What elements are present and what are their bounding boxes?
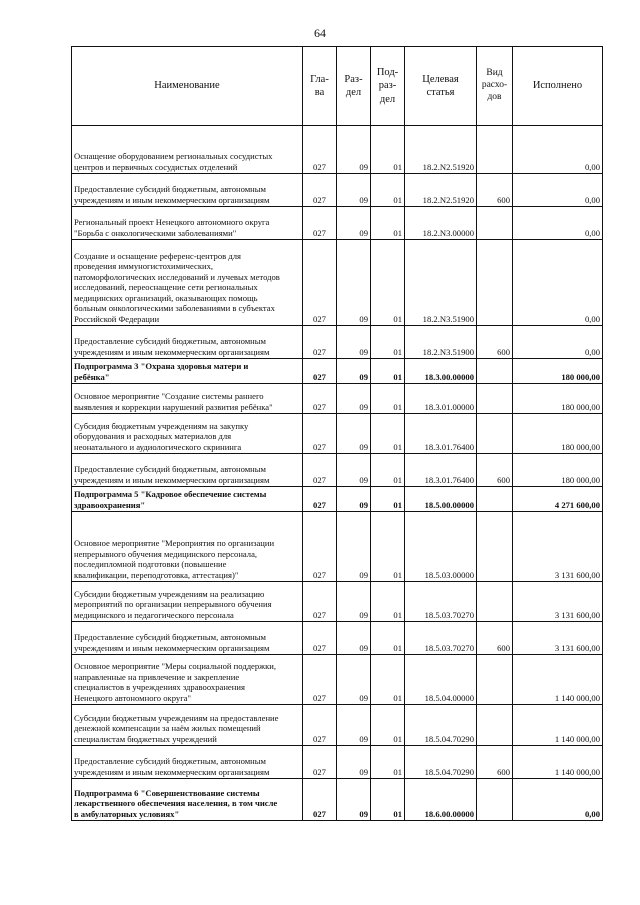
cell-razdel: 09	[337, 384, 371, 414]
cell-done: 4 271 600,00	[513, 487, 603, 512]
header-name: Наименование	[72, 47, 303, 126]
cell-name: Предоставление субсидий бюджетным, автономным учреждениям и иным некоммерческим организациям	[72, 622, 303, 655]
cell-podrazdel: 01	[371, 622, 405, 655]
header-row	[72, 47, 603, 126]
cell-glava: 027	[303, 655, 337, 705]
cell-name: Субсидии бюджетным учреждениям на реализацию мероприятий по организации непрерывного обучения медицинского и педагогического персонала	[72, 582, 303, 622]
cell-target: 18.5.04.70290	[405, 746, 477, 779]
cell-glava: 027	[303, 359, 337, 384]
cell-vid: 600	[477, 746, 513, 779]
cell-razdel: 09	[337, 746, 371, 779]
cell-name: Подпрограмма 6 "Совершенствование системы лекарственного обеспечения населения, в том числе в амбулаторных условиях"	[72, 779, 303, 821]
cell-done: 1 140 000,00	[513, 705, 603, 746]
cell-podrazdel: 01	[371, 487, 405, 512]
cell-done: 0,00	[513, 207, 603, 240]
cell-vid: 600	[477, 622, 513, 655]
cell-glava: 027	[303, 582, 337, 622]
table-row	[72, 454, 603, 487]
cell-glava: 027	[303, 746, 337, 779]
table-row	[72, 359, 603, 384]
cell-done: 0,00	[513, 174, 603, 207]
cell-glava: 027	[303, 240, 337, 326]
cell-glava: 027	[303, 705, 337, 746]
cell-name: Оснащение оборудованием региональных сосудистых центров и первичных сосудистых отделений	[72, 126, 303, 174]
cell-name: Основное мероприятие "Меры социальной поддержки, направленные на привлечение и закрепление специалистов в учреждениях здравоохранения Ненецкого автономного округа"	[72, 655, 303, 705]
table-row	[72, 487, 603, 512]
cell-target: 18.5.00.00000	[405, 487, 477, 512]
cell-podrazdel: 01	[371, 746, 405, 779]
cell-glava: 027	[303, 779, 337, 821]
cell-done: 0,00	[513, 779, 603, 821]
cell-target: 18.5.03.70270	[405, 622, 477, 655]
cell-target: 18.5.04.00000	[405, 655, 477, 705]
cell-target: 18.5.03.70270	[405, 582, 477, 622]
cell-vid: 600	[477, 454, 513, 487]
cell-razdel: 09	[337, 582, 371, 622]
cell-glava: 027	[303, 414, 337, 454]
cell-target: 18.2.N3.51900	[405, 240, 477, 326]
cell-podrazdel: 01	[371, 326, 405, 359]
cell-podrazdel: 01	[371, 384, 405, 414]
cell-vid	[477, 487, 513, 512]
cell-podrazdel: 01	[371, 454, 405, 487]
header-razdel: Раз- дел	[337, 47, 371, 126]
cell-vid: 600	[477, 174, 513, 207]
cell-razdel: 09	[337, 705, 371, 746]
cell-razdel: 09	[337, 326, 371, 359]
table-row	[72, 705, 603, 746]
cell-podrazdel: 01	[371, 655, 405, 705]
cell-name: Региональный проект Ненецкого автономного округа "Борьба с онкологическими заболеваниями"	[72, 207, 303, 240]
cell-target: 18.3.01.76400	[405, 454, 477, 487]
table-row	[72, 622, 603, 655]
cell-target: 18.2.N2.51920	[405, 126, 477, 174]
cell-target: 18.2.N3.51900	[405, 326, 477, 359]
cell-razdel: 09	[337, 359, 371, 384]
table-row	[72, 126, 603, 174]
cell-podrazdel: 01	[371, 779, 405, 821]
cell-vid	[477, 240, 513, 326]
header-vid: Вид расхо- дов	[477, 47, 513, 126]
cell-podrazdel: 01	[371, 207, 405, 240]
cell-vid: 600	[477, 326, 513, 359]
cell-podrazdel: 01	[371, 126, 405, 174]
cell-podrazdel: 01	[371, 174, 405, 207]
budget-table	[71, 46, 603, 821]
cell-glava: 027	[303, 622, 337, 655]
cell-done: 0,00	[513, 126, 603, 174]
cell-target: 18.3.01.00000	[405, 384, 477, 414]
cell-razdel: 09	[337, 512, 371, 582]
cell-razdel: 09	[337, 454, 371, 487]
cell-target: 18.2.N2.51920	[405, 174, 477, 207]
cell-done: 3 131 600,00	[513, 582, 603, 622]
cell-name: Основное мероприятие "Создание системы раннего выявления и коррекции нарушений развития ребёнка"	[72, 384, 303, 414]
header-podrazdel: Под- раз- дел	[371, 47, 405, 126]
cell-target: 18.5.03.00000	[405, 512, 477, 582]
cell-done: 180 000,00	[513, 414, 603, 454]
cell-target: 18.5.04.70290	[405, 705, 477, 746]
cell-razdel: 09	[337, 622, 371, 655]
table-row	[72, 414, 603, 454]
table-row	[72, 207, 603, 240]
cell-razdel: 09	[337, 655, 371, 705]
cell-done: 1 140 000,00	[513, 746, 603, 779]
cell-glava: 027	[303, 126, 337, 174]
cell-podrazdel: 01	[371, 705, 405, 746]
cell-done: 1 140 000,00	[513, 655, 603, 705]
cell-razdel: 09	[337, 414, 371, 454]
cell-target: 18.3.00.00000	[405, 359, 477, 384]
cell-done: 3 131 600,00	[513, 622, 603, 655]
cell-name: Предоставление субсидий бюджетным, автономным учреждениям и иным некоммерческим организациям	[72, 326, 303, 359]
cell-podrazdel: 01	[371, 240, 405, 326]
cell-target: 18.2.N3.00000	[405, 207, 477, 240]
cell-done: 0,00	[513, 240, 603, 326]
cell-vid	[477, 779, 513, 821]
cell-razdel: 09	[337, 126, 371, 174]
table-row	[72, 582, 603, 622]
table-row	[72, 174, 603, 207]
header-target: Целевая статья	[405, 47, 477, 126]
cell-name: Основное мероприятие "Мероприятия по организации непрерывного обучения медицинского персонала, последипломной подготовки (повышение квалификации, переподготовка, аттестация)"	[72, 512, 303, 582]
cell-name: Подпрограмма 3 "Охрана здоровья матери и ребёнка"	[72, 359, 303, 384]
header-done: Исполнено	[513, 47, 603, 126]
cell-vid	[477, 384, 513, 414]
cell-name: Субсидия бюджетным учреждениям на закупку оборудования и расходных материалов для неонатального и аудиологического скрининга	[72, 414, 303, 454]
page-number: 64	[314, 26, 326, 40]
header-glava: Гла- ва	[303, 47, 337, 126]
cell-name: Подпрограмма 5 "Кадровое обеспечение системы здравоохранения"	[72, 487, 303, 512]
cell-target: 18.6.00.00000	[405, 779, 477, 821]
cell-vid	[477, 359, 513, 384]
cell-done: 180 000,00	[513, 454, 603, 487]
cell-done: 180 000,00	[513, 384, 603, 414]
cell-glava: 027	[303, 384, 337, 414]
cell-vid	[477, 207, 513, 240]
cell-razdel: 09	[337, 207, 371, 240]
cell-vid	[477, 705, 513, 746]
cell-podrazdel: 01	[371, 512, 405, 582]
cell-glava: 027	[303, 326, 337, 359]
cell-glava: 027	[303, 512, 337, 582]
cell-podrazdel: 01	[371, 582, 405, 622]
cell-razdel: 09	[337, 487, 371, 512]
cell-razdel: 09	[337, 240, 371, 326]
table-row	[72, 512, 603, 582]
cell-name: Создание и оснащение референс-центров для проведения иммуногистохимических, патоморфологических исследований и лучевых методов исследований, переоснащение сети региональных медицинских организаций, оказывающих помощь больным онкологическими заболеваниями в субъектах Российской Федерации	[72, 240, 303, 326]
cell-glava: 027	[303, 454, 337, 487]
cell-razdel: 09	[337, 174, 371, 207]
cell-glava: 027	[303, 174, 337, 207]
table-row	[72, 384, 603, 414]
cell-vid	[477, 126, 513, 174]
cell-glava: 027	[303, 487, 337, 512]
cell-name: Субсидии бюджетным учреждениям на предоставление денежной компенсации за наём жилых помещений специалистам бюджетных учреждений	[72, 705, 303, 746]
table-row	[72, 779, 603, 821]
table-row	[72, 240, 603, 326]
cell-name: Предоставление субсидий бюджетным, автономным учреждениям и иным некоммерческим организациям	[72, 746, 303, 779]
cell-glava: 027	[303, 207, 337, 240]
cell-done: 3 131 600,00	[513, 512, 603, 582]
table-row	[72, 655, 603, 705]
cell-razdel: 09	[337, 779, 371, 821]
cell-vid	[477, 512, 513, 582]
cell-podrazdel: 01	[371, 414, 405, 454]
cell-vid	[477, 414, 513, 454]
table-row	[72, 326, 603, 359]
cell-name: Предоставление субсидий бюджетным, автономным учреждениям и иным некоммерческим организациям	[72, 174, 303, 207]
cell-vid	[477, 655, 513, 705]
cell-name: Предоставление субсидий бюджетным, автономным учреждениям и иным некоммерческим организациям	[72, 454, 303, 487]
cell-vid	[477, 582, 513, 622]
cell-podrazdel: 01	[371, 359, 405, 384]
table-row	[72, 746, 603, 779]
cell-done: 180 000,00	[513, 359, 603, 384]
cell-done: 0,00	[513, 326, 603, 359]
cell-target: 18.3.01.76400	[405, 414, 477, 454]
